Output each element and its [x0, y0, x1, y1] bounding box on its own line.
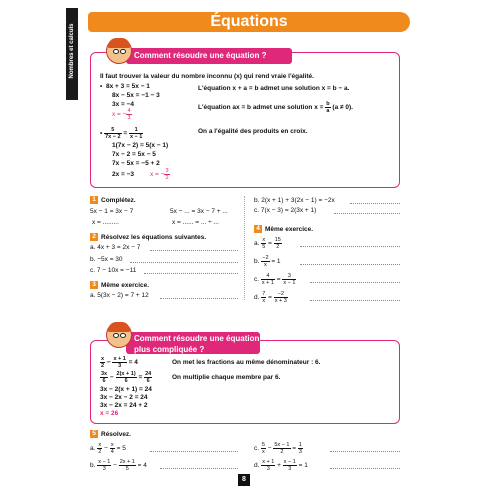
- ex5-item-a: a. $\frac{x}{2}$ − $\frac{x}{4}$ = 5: [90, 442, 126, 455]
- ex2-line2: 1(7x − 2) = 5(x − 1): [112, 142, 169, 149]
- avatar-icon: [106, 38, 132, 64]
- ex1-step2[interactable]: x = .........: [92, 219, 119, 226]
- ex5-item-b: b. $\frac{x - 1}{3}$ − $\frac{2x + 1}{5}$ = 4: [90, 459, 147, 472]
- sidebar-tab: [66, 8, 78, 100]
- ex4-item-c: c. $\frac{4}{x + 1}$ = $\frac{3}{x - 1}$: [254, 273, 296, 286]
- answer-line[interactable]: [330, 451, 400, 452]
- exercise-2-title: 2 Résolvez les équations suivantes.: [90, 233, 206, 242]
- ex2-line5: 2x = −3: [112, 171, 135, 178]
- answer-line[interactable]: [350, 203, 400, 204]
- page-number: 8: [238, 474, 250, 486]
- ex4-item-b: b. $\frac{-2}{x}$ = 1: [254, 255, 281, 268]
- exercise-3-title: 3 Même exercice.: [90, 281, 149, 290]
- method2-step4: 3x − 2x − 2 = 24: [100, 394, 148, 401]
- ex2-item-b: b. −5x = 30: [90, 256, 123, 263]
- page-title: Équations: [210, 13, 288, 30]
- answer-line[interactable]: [144, 273, 238, 274]
- method2-step3: 3x − 2(x + 1) = 24: [100, 386, 152, 393]
- ex2-item-c: c. 7 − 10x = −11: [90, 267, 137, 274]
- ex1-step[interactable]: 5x − ... = 3x − 7 + ...: [170, 208, 228, 215]
- answer-line[interactable]: [310, 282, 400, 283]
- ex2-line3: 7x − 2 = 5x − 5: [112, 151, 156, 158]
- column-divider: [244, 196, 245, 300]
- method-heading-2a: Comment résoudre une équation: [134, 333, 260, 343]
- ex2-item-a: a. 4x + 3 = 2x − 7: [90, 244, 141, 251]
- ex2-line4: 7x − 5x = −5 + 2: [112, 160, 160, 167]
- exercise-5-title: 5 Résolvez.: [90, 430, 131, 439]
- method-intro: Il faut trouver la valeur du nombre inconnu (x) qui rend vraie l'égalité.: [100, 73, 314, 80]
- method2-step5: 3x − 2x = 24 + 2: [100, 402, 148, 409]
- page-title-bar: [88, 12, 410, 32]
- rule-3: On a l'égalité des produits en croix.: [198, 128, 308, 135]
- method2-note1: On met les fractions au même dénominateur : 6.: [172, 359, 321, 366]
- answer-line[interactable]: [160, 468, 238, 469]
- method-banner-2: [126, 332, 260, 354]
- method-heading-1: Comment résoudre une équation ?: [134, 51, 267, 60]
- rule-1: L'équation x + a = b admet une solution x = b − a.: [198, 85, 350, 92]
- answer-line[interactable]: [150, 250, 238, 251]
- method2-solution: x = 26: [100, 410, 119, 417]
- ex3-item-a: a. 5(3x − 2) = 7 + 12: [90, 292, 149, 299]
- answer-line[interactable]: [300, 264, 400, 265]
- answer-line[interactable]: [150, 451, 238, 452]
- method2-note2: On multiplie chaque membre par 6.: [172, 374, 281, 381]
- ex1-line1: 8x + 3 = 5x − 1: [106, 83, 150, 90]
- answer-line[interactable]: [300, 246, 400, 247]
- method2-step2: $\frac{3x}{6}$ − $\frac{2(x + 1)}{6}$ = $\frac{24}{6}$: [101, 371, 152, 384]
- ex3-item-c: c. 7(x − 3) = 2(3x + 1): [254, 207, 317, 214]
- ex1-solution: x = − $\frac{4}{3}$: [112, 108, 131, 121]
- ex3-item-b: b. 2(x + 1) + 3(2x − 1) = −2x: [254, 197, 335, 204]
- answer-line[interactable]: [130, 262, 238, 263]
- answer-line[interactable]: [310, 300, 400, 301]
- exercise-1-title: 1 Complétez.: [90, 196, 136, 205]
- rule-2: L'équation ax = b admet une solution x = $\frac{b}{a}$ (a ≠ 0).: [198, 101, 353, 114]
- sidebar-label: Nombres et calculs: [69, 23, 75, 79]
- ex1-given: 5x − 1 = 3x − 7: [90, 208, 134, 215]
- exercise-4-title: 4 Même exercice.: [254, 225, 313, 234]
- answer-line[interactable]: [334, 213, 400, 214]
- answer-line[interactable]: [160, 298, 238, 299]
- ex2-line1: • $\frac{5}{7x - 2}$ = $\frac{1}{x - 1}$: [100, 127, 143, 140]
- ex1-line3: 3x = −4: [112, 101, 135, 108]
- method2-step1: $\frac{x}{2}$ − $\frac{x + 1}{3}$ = 4: [101, 356, 138, 369]
- ex4-item-a: a. $\frac{x}{5}$ = $\frac{15}{2}$: [254, 237, 281, 250]
- ex1-bullet: •: [100, 83, 103, 90]
- ex1-line2: 8x − 5x = −1 − 3: [112, 92, 160, 99]
- answer-line[interactable]: [330, 468, 400, 469]
- ex5-item-d: d. $\frac{x + 1}{3}$ + $\frac{x - 1}{3}$ = 1: [254, 459, 308, 472]
- method-heading-2b: plus compliquée ?: [134, 344, 205, 354]
- ex2-solution: x = − $\frac{3}{2}$: [150, 168, 169, 181]
- method-banner-1: [126, 48, 292, 64]
- ex1-step3[interactable]: x = ...... = ... ÷ ...: [172, 219, 219, 226]
- ex5-item-c: c. $\frac{5}{x}$ − $\frac{5x - 1}{2}$ = $\frac{1}{3}$: [254, 442, 302, 455]
- ex4-item-d: d. $\frac{7}{x}$ = $\frac{-2}{x + 3}$: [254, 291, 287, 304]
- avatar-icon: [106, 322, 132, 348]
